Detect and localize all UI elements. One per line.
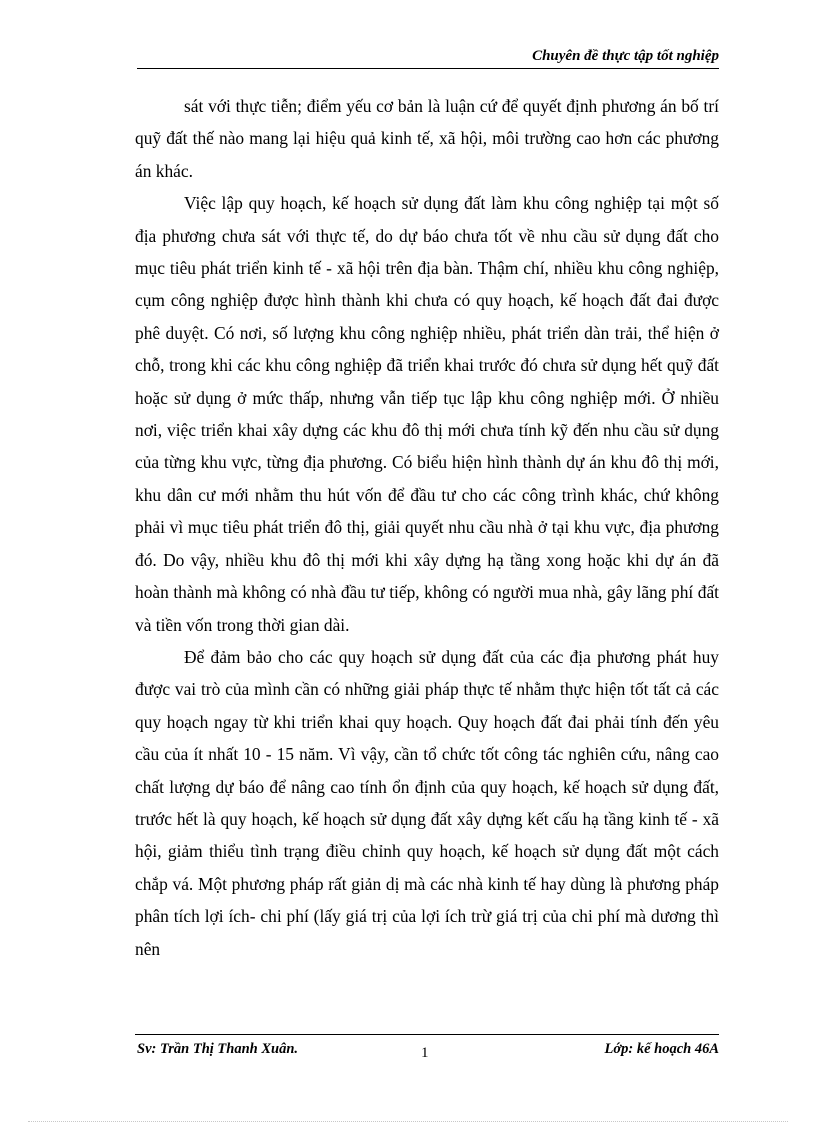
paragraph-1: sát với thực tiễn; điểm yếu cơ bản là luận cứ để quyết định phương án bố trí quỹ đất thế nào mang lại hiệu quả kinh tế, xã hội, môi trường cao hơn các phương án khác. [135, 96, 719, 181]
footer-class-label: Lớp: kế hoạch 46A [604, 1041, 719, 1057]
paragraph-2: Việc lập quy hoạch, kế hoạch sử dụng đất làm khu công nghiệp tại một số địa phương chưa sát với thực tế, do dự báo chưa tốt về nhu cầu sử dụng đất cho mục tiêu phát triển kinh tế - xã hội trên địa bàn. Thậm chí, nhiều khu công nghiệp, cụm công nghiệp được hình thành khi chưa có quy hoạch, kế hoạch đất đai được phê duyệt. Có nơi, số lượng khu công nghiệp nhiều, phát triển dàn trải, thể hiện ở chỗ, trong khi các khu công nghiệp đã triển khai trước đó chưa sử dụng hết quỹ đất hoặc sử dụng ở mức thấp, nhưng vẫn tiếp tục lập khu công nghiệp mới. Ở nhiều nơi, việc triển khai xây dựng các khu đô thị mới chưa tính kỹ đến nhu cầu sử dụng của từng khu vực, từng địa phương. Có biểu hiện hình thành dự án khu đô thị mới, khu dân cư mới nhằm thu hút vốn để đầu tư cho các công trình khác, chứ không phải vì mục tiêu phát triển đô thị, giải quyết nhu cầu nhà ở tại khu vực, địa phương đó. Do vậy, nhiều khu đô thị mới khi xây dựng hạ tầng xong hoặc khi dự án đã hoàn thành mà không có nhà đầu tư tiếp, không có người mua nhà, gây lãng phí đất và tiền vốn trong thời gian dài. [135, 193, 719, 635]
header-title: Chuyên đề thực tập tốt nghiệp [532, 48, 719, 64]
footer-divider [135, 1034, 719, 1035]
paragraph-3: Để đảm bảo cho các quy hoạch sử dụng đất của các địa phương phát huy được vai trò của mình cần có những giải pháp thực tế nhằm thực hiện tốt tất cả các quy hoạch ngay từ khi triển khai quy hoạch. Quy hoạch đất đai phải tính đến yêu cầu của ít nhất 10 - 15 năm. Vì vậy, cần tổ chức tốt công tác nghiên cứu, nâng cao chất lượng dự báo để nâng cao tính ổn định của quy hoạch, kế hoạch sử dụng đất, trước hết là quy hoạch, kế hoạch sử dụng đất xây dựng kết cấu hạ tầng kinh tế - xã hội, giảm thiểu tình trạng điều chỉnh quy hoạch, kế hoạch sử dụng đất một cách chắp vá. Một phương pháp rất giản dị mà các nhà kinh tế hay dùng là phương pháp phân tích lợi ích- chi phí (lấy giá trị của lợi ích trừ giá trị của chi phí mà dương thì nên [135, 646, 719, 959]
footer-student-name: Sv: Trần Thị Thanh Xuân. [137, 1041, 299, 1057]
document-body [135, 90, 719, 965]
page-edge-marker [28, 1121, 788, 1122]
footer-page-number: 1 [421, 1045, 429, 1061]
page-header [137, 46, 719, 69]
